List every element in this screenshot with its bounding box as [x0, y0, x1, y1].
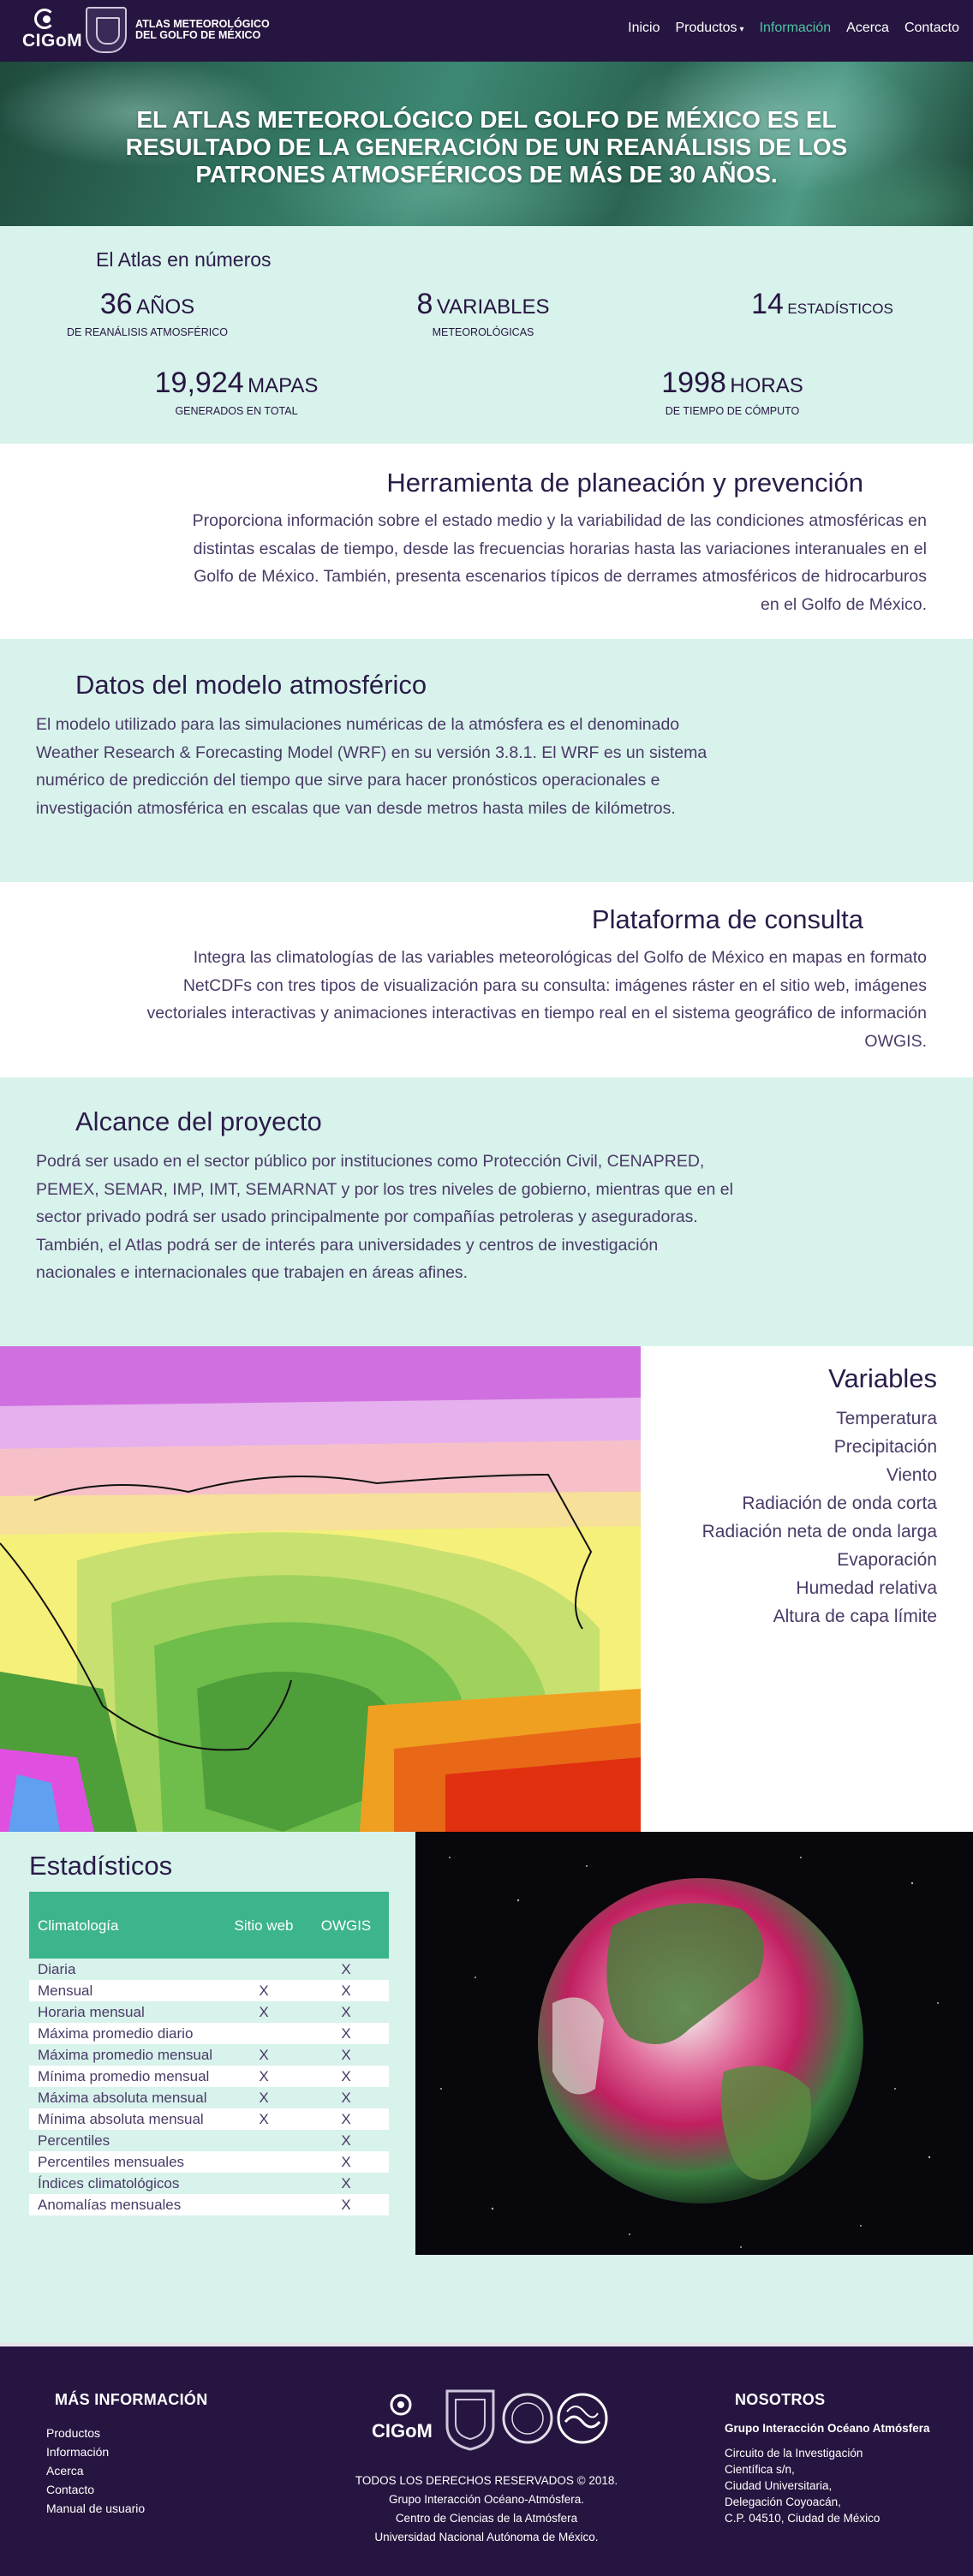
table-row: [29, 1959, 389, 1980]
temperature-map-image: [0, 1346, 641, 1832]
address-line: Circuito de la Investigación: [725, 2447, 863, 2460]
address-line: Delegación Coyoacán,: [725, 2496, 841, 2508]
footer-link-manual[interactable]: Manual de usuario: [46, 2501, 146, 2515]
table-row: [29, 1980, 389, 2001]
cell-web: [224, 2151, 303, 2173]
nav-item-productos-label: Productos: [675, 21, 737, 35]
brand[interactable]: [22, 5, 270, 55]
variable-item: Radiación de onda corta: [742, 1494, 937, 1513]
nav-item-productos[interactable]: [675, 21, 743, 36]
stat-caption: GENERADOS EN TOTAL: [175, 405, 298, 417]
footer-link-informacion[interactable]: Información: [46, 2445, 110, 2459]
cell-owgis: X: [303, 2194, 389, 2215]
cell-owgis: X: [303, 2066, 389, 2087]
planning-body: Proporciona información sobre el estado medio y la variabilidad de las condiciones atmosféricas en distintas escalas de tiempo, desde las frecuencias horarias hasta las variaciones interanuales en el Golfo de México. También, presenta escenarios típicos de derrames atmosféricos de hidrocarburos en el Golfo de México.: [192, 511, 927, 614]
stat-unit: MAPAS: [248, 374, 319, 397]
cell-owgis: X: [303, 1980, 389, 2001]
statistics-title: Estadísticos: [29, 1851, 173, 1881]
atlas-numbers-section: [0, 226, 973, 444]
statistics-table-body: [29, 1959, 389, 2215]
stat-years: [62, 288, 233, 338]
table-row: [29, 2173, 389, 2194]
copyright-line: TODOS LOS DERECHOS RESERVADOS © 2018.: [355, 2474, 618, 2487]
nav-item-contacto[interactable]: Contacto: [904, 21, 959, 35]
cell-climatology: Máxima absoluta mensual: [29, 2087, 224, 2108]
stat-hours: [634, 367, 831, 417]
copyright-line: Grupo Interacción Océano-Atmósfera.: [388, 2493, 585, 2506]
footer-address: [725, 2420, 947, 2526]
header-web: Sitio web: [224, 1892, 303, 1959]
variable-item: Altura de capa límite: [773, 1607, 937, 1626]
cell-owgis: X: [303, 2044, 389, 2066]
unam-footer-logo-icon: [447, 2391, 493, 2449]
table-row: [29, 2044, 389, 2066]
cell-web: X: [224, 2108, 303, 2130]
stat-variables: [389, 288, 577, 338]
footer-more-info-title: MÁS INFORMACIÓN: [55, 2391, 208, 2408]
cell-climatology: Anomalías mensuales: [29, 2194, 224, 2215]
stat-maps: [134, 367, 339, 417]
hero-banner: [0, 62, 973, 226]
brand-title-line1: ATLAS METEOROLÓGICO: [135, 18, 270, 30]
cell-owgis: X: [303, 2151, 389, 2173]
cell-web: X: [224, 2087, 303, 2108]
cell-climatology: Mínima absoluta mensual: [29, 2108, 224, 2130]
nav-item-inicio[interactable]: Inicio: [628, 21, 660, 35]
cell-web: X: [224, 1980, 303, 2001]
variable-item: Evaporación: [837, 1550, 937, 1570]
numbers-title: El Atlas en números: [96, 248, 272, 271]
cell-web: [224, 2194, 303, 2215]
statistics-table: [29, 1892, 389, 2215]
variable-item: Viento: [886, 1465, 937, 1485]
cell-owgis: X: [303, 2130, 389, 2151]
stat-value: 14: [751, 288, 784, 320]
variables-section: [0, 1346, 973, 1832]
cell-climatology: Mínima promedio mensual: [29, 2066, 224, 2087]
table-row: [29, 2108, 389, 2130]
cell-owgis: X: [303, 2108, 389, 2130]
stat-unit: HORAS: [730, 374, 803, 397]
platform-body: Integra las climatologías de las variables meteorológicas del Golfo de México en mapas en formato NetCDFs con tres tipos de visualización para su consulta: imágenes ráster en el sitio web, imágenes vectoriales interactivas y animaciones interactivas en tiempo real en el sistema geográfico de información OWGIS.: [146, 948, 927, 1051]
variables-title: Variables: [828, 1363, 937, 1393]
scope-body: Podrá ser usado en el sector público por instituciones como Protección Civil, CENAPRED, PEMEX, SEMAR, IMP, IMT, SEMARNAT y por los tres niveles de gobierno, mientras que en el sector privado podrá ser usado principalmente por compañías petroleras y aseguradoras. También, el Atlas podrá ser de interés para universidades y centros de investigación nacionales e internacionales que trabajen en áreas afines.: [36, 1152, 733, 1282]
variable-item: Humedad relativa: [796, 1578, 937, 1598]
cigom-logo-text: CIGoM: [22, 31, 83, 51]
copyright-line: Universidad Nacional Autónoma de México.: [374, 2531, 599, 2543]
ioa-footer-logo-icon: [558, 2394, 606, 2442]
hero-title: EL ATLAS METEOROLÓGICO DEL GOLFO DE MÉXICO ES EL RESULTADO DE LA GENERACIÓN DE UN REANÁLISIS DE LOS PATRONES ATMOSFÉRICOS DE MÁS DE 30 AÑOS.: [125, 106, 848, 188]
stat-value: 36: [99, 288, 133, 320]
stat-unit: VARIABLES: [436, 295, 550, 319]
top-navbar: [0, 0, 973, 62]
footer-copyright: [283, 2472, 690, 2547]
model-title: Datos del modelo atmosférico: [75, 670, 427, 700]
unam-shield-icon: [86, 7, 127, 53]
variable-item: Temperatura: [836, 1409, 937, 1428]
cell-web: X: [224, 2044, 303, 2066]
nav-item-acerca[interactable]: Acerca: [846, 21, 889, 35]
cell-web: [224, 2130, 303, 2151]
cell-owgis: X: [303, 2023, 389, 2044]
globe-image: [415, 1832, 973, 2255]
address-line: Científica s/n,: [725, 2463, 795, 2476]
planning-title: Herramienta de planeación y prevención: [386, 468, 863, 498]
model-section: [0, 639, 973, 882]
statistics-section: [0, 1832, 973, 2343]
header-owgis: OWGIS: [303, 1892, 389, 1959]
nav-item-informacion[interactable]: Información: [759, 21, 832, 35]
address-line: C.P. 04510, Ciudad de México: [725, 2512, 880, 2525]
table-row: [29, 2066, 389, 2087]
cell-climatology: Máxima promedio diario: [29, 2023, 224, 2044]
cell-owgis: X: [303, 2087, 389, 2108]
cell-web: X: [224, 2001, 303, 2023]
main-menu: [628, 21, 959, 36]
table-row: [29, 2130, 389, 2151]
table-row: [29, 2001, 389, 2023]
scope-title: Alcance del proyecto: [75, 1106, 322, 1136]
footer-about-title: NOSOTROS: [735, 2391, 826, 2408]
stat-unit: AÑOS: [136, 295, 195, 319]
footer-link-contacto[interactable]: Contacto: [46, 2483, 95, 2496]
copyright-line: Centro de Ciencias de la Atmósfera: [395, 2512, 578, 2525]
cca-footer-logo-icon: [504, 2394, 552, 2442]
stat-value: 19,924: [154, 367, 244, 399]
cell-owgis: X: [303, 2001, 389, 2023]
cell-climatology: Mensual: [29, 1980, 224, 2001]
caret-down-icon: ▾: [739, 25, 744, 34]
variable-item: Precipitación: [833, 1437, 937, 1457]
table-row: [29, 2151, 389, 2173]
platform-section: [0, 882, 973, 1077]
model-body: El modelo utilizado para las simulaciones numéricas de la atmósfera es el denominado Weather Research & Forecasting Model (WRF) en su versión 3.8.1. El WRF es un sistema numérico de predicción del tiempo que sirve para hacer pronósticos operacionales e investigación atmosférica en escalas que van desde metros hasta miles de kilómetros.: [36, 715, 707, 818]
table-row: [29, 2194, 389, 2215]
address-line: Ciudad Universitaria,: [725, 2479, 833, 2492]
cell-climatology: Horaria mensual: [29, 2001, 224, 2023]
cell-climatology: Índices climatológicos: [29, 2173, 224, 2194]
footer-link-acerca[interactable]: Acerca: [46, 2464, 84, 2478]
stat-statistics: [737, 288, 908, 321]
cigom-dot-icon: [43, 15, 51, 23]
stat-unit: ESTADÍSTICOS: [787, 301, 893, 317]
cell-climatology: Percentiles mensuales: [29, 2151, 224, 2173]
cell-climatology: Máxima promedio mensual: [29, 2044, 224, 2066]
stat-caption: METEOROLÓGICAS: [432, 326, 534, 338]
stat-caption: DE REANÁLISIS ATMOSFÉRICO: [66, 326, 228, 338]
cell-web: [224, 2023, 303, 2044]
footer-links: [46, 2424, 145, 2518]
cell-web: [224, 2173, 303, 2194]
planning-section: [0, 444, 973, 639]
cell-web: [224, 1959, 303, 1980]
cigom-footer-logo-icon: [391, 2395, 410, 2414]
stat-caption: DE TIEMPO DE CÓMPUTO: [665, 405, 800, 417]
cell-climatology: Percentiles: [29, 2130, 224, 2151]
table-header-row: [29, 1892, 389, 1959]
variable-item: Radiación neta de onda larga: [701, 1522, 937, 1541]
scope-section: [0, 1077, 973, 1346]
platform-title: Plataforma de consulta: [591, 904, 863, 934]
cigom-logo: [22, 5, 82, 55]
header-climatology: Climatología: [29, 1892, 224, 1959]
cell-owgis: X: [303, 2173, 389, 2194]
brand-title-line2: DEL GOLFO DE MÉXICO: [135, 29, 261, 41]
footer: [0, 2343, 973, 2576]
footer-logos: [368, 2384, 608, 2453]
table-row: [29, 2087, 389, 2108]
footer-link-productos[interactable]: Productos: [46, 2426, 101, 2440]
cell-web: X: [224, 2066, 303, 2087]
cell-owgis: X: [303, 1959, 389, 1980]
variables-list: [702, 1404, 937, 1631]
brand-title: [135, 19, 270, 41]
stat-value: 8: [416, 288, 433, 320]
cell-climatology: Diaria: [29, 1959, 224, 1980]
group-name: Grupo Interacción Océano Atmósfera: [725, 2422, 930, 2435]
stat-value: 1998: [661, 367, 726, 399]
table-row: [29, 2023, 389, 2044]
footer-logo-text: CIGoM: [372, 2420, 433, 2442]
